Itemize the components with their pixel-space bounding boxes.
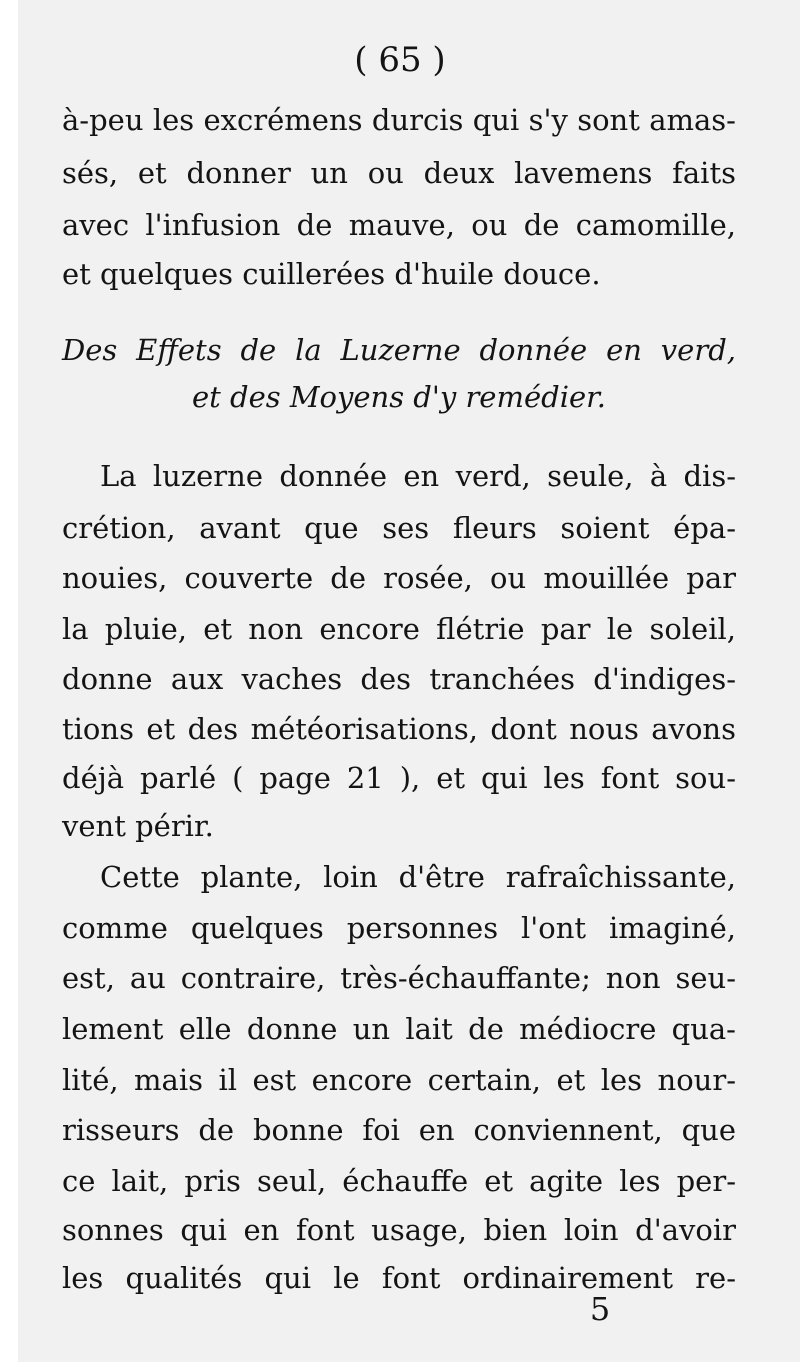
text-line: nouies, couverte de rosée, ou mouillée par [62,561,736,595]
text-line: lement elle donne un lait de médiocre qua- [62,1012,736,1046]
text-line: avec l'infusion de mauve, ou de camomille, [62,208,736,242]
text-line: lité, mais il est encore certain, et les nour- [62,1063,736,1097]
text-line: risseurs de bonne foi en conviennent, que [62,1113,736,1147]
page-margin-edge [0,0,18,1362]
text-line: et quelques cuillerées d'huile douce. [62,257,601,291]
text-line: tions et des météorisations, dont nous avons [62,712,736,746]
text-line: donne aux vaches des tranchées d'indiges- [62,662,736,696]
text-line: la pluie, et non encore flétrie par le soleil, [62,612,736,646]
page-number: ( 65 ) [354,40,446,80]
text-line: vent périr. [62,809,214,843]
text-line: à-peu les excrémens durcis qui s'y sont amas- [62,103,736,137]
text-line: crétion, avant que ses fleurs soient épa- [62,511,736,545]
signature-mark: 5 [589,1290,611,1328]
text-line: Cette plante, loin d'être rafraîchissante, [100,860,736,894]
text-line: sés, et donner un ou deux lavemens faits [62,156,736,190]
text-line: est, au contraire, très-échauffante; non seu- [62,961,736,995]
section-heading-line-1: Des Effets de la Luzerne donnée en verd, [62,333,736,367]
text-line: La luzerne donnée en verd, seule, à dis- [100,459,736,493]
text-line: comme quelques personnes l'ont imaginé, [62,911,736,945]
text-line: ce lait, pris seul, échauffe et agite les per- [62,1164,736,1198]
text-line: déjà parlé ( page 21 ), et qui les font sou- [62,761,736,795]
section-heading-line-2: et des Moyens d'y remédier. [191,380,607,414]
text-line: sonnes qui en font usage, bien loin d'avoir [62,1213,736,1247]
text-line: les qualités qui le font ordinairement re- [62,1261,736,1295]
